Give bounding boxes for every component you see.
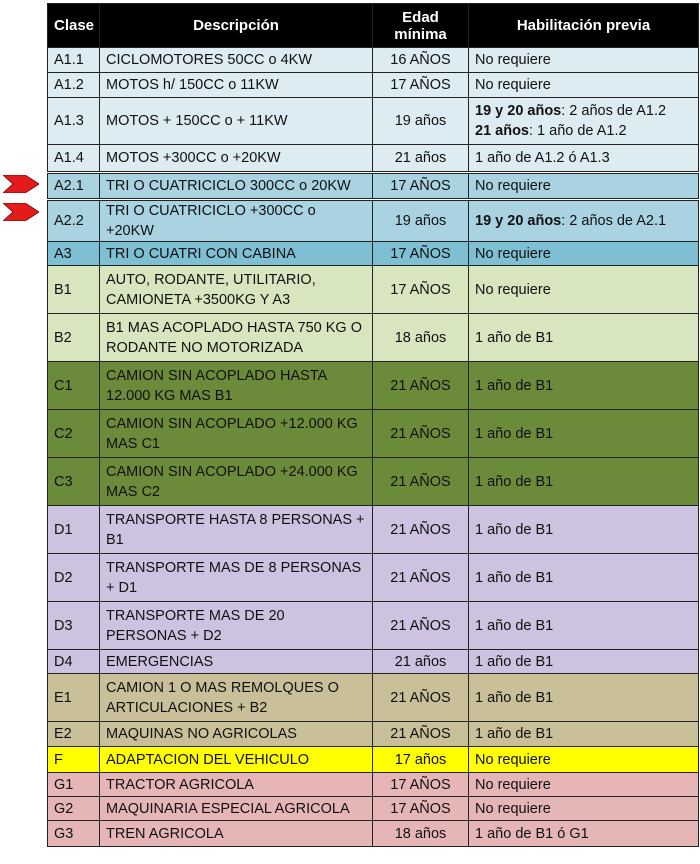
cell-edad: 18 años — [373, 314, 469, 362]
cell-descripcion: TRANSPORTE MAS DE 8 PERSONAS + D1 — [100, 554, 373, 602]
cell-habilitacion: 1 año de B1 — [469, 362, 699, 410]
table-row — [48, 174, 699, 199]
cell-edad: 21 AÑOS — [373, 722, 469, 747]
cell-habilitacion: 1 año de B1 — [469, 674, 699, 722]
cell-edad: 21 AÑOS — [373, 674, 469, 722]
cell-habilitacion: No requiere — [469, 797, 699, 821]
cell-clase: F — [48, 747, 100, 773]
table-row — [48, 242, 699, 266]
cell-habilitacion — [469, 98, 699, 145]
cell-edad: 21 AÑOS — [373, 602, 469, 650]
hab-text-2: : 1 año de A1.2 — [529, 123, 627, 139]
red-arrow-icon — [3, 175, 39, 193]
table-row — [48, 314, 699, 362]
cell-clase: C2 — [48, 410, 100, 458]
cell-clase: G2 — [48, 797, 100, 821]
cell-habilitacion: No requiere — [469, 773, 699, 797]
header-edad — [373, 4, 469, 48]
cell-descripcion: ADAPTACION DEL VEHICULO — [100, 747, 373, 773]
cell-habilitacion: 1 año de A1.2 ó A1.3 — [469, 145, 699, 172]
cell-habilitacion: 1 año de B1 — [469, 554, 699, 602]
cell-clase: B2 — [48, 314, 100, 362]
cell-descripcion: CAMION SIN ACOPLADO HASTA 12.000 KG MAS B1 — [100, 362, 373, 410]
cell-habilitacion: No requiere — [469, 73, 699, 98]
cell-clase: A1.1 — [48, 48, 100, 73]
cell-habilitacion: No requiere — [469, 747, 699, 773]
cell-descripcion: CAMION SIN ACOPLADO +12.000 KG MAS C1 — [100, 410, 373, 458]
cell-edad: 21 años — [373, 650, 469, 674]
table-row — [48, 73, 699, 98]
cell-edad: 17 AÑOS — [373, 797, 469, 821]
table-row — [48, 773, 699, 797]
table-row — [48, 48, 699, 73]
cell-edad: 18 años — [373, 821, 469, 847]
cell-descripcion: TRI O CUATRICICLO 300CC o 20KW — [100, 174, 373, 199]
hab-text-1: : 2 años de A1.2 — [561, 103, 667, 119]
cell-edad: 17 años — [373, 747, 469, 773]
cell-descripcion: TREN AGRICOLA — [100, 821, 373, 847]
cell-edad: 19 años — [373, 98, 469, 145]
header-edad-line2: mínima — [394, 25, 447, 43]
cell-edad: 21 AÑOS — [373, 410, 469, 458]
hab-bold-2: 21 años — [475, 123, 529, 139]
table-row — [48, 506, 699, 554]
header-habilitacion: Habilitación previa — [469, 4, 699, 48]
cell-descripcion: MOTOS +300CC o +20KW — [100, 145, 373, 172]
cell-habilitacion: 1 año de B1 ó G1 — [469, 821, 699, 847]
cell-descripcion: B1 MAS ACOPLADO HASTA 750 KG O RODANTE NO MOTORIZADA — [100, 314, 373, 362]
cell-habilitacion: No requiere — [469, 242, 699, 266]
table-row — [48, 201, 699, 242]
cell-clase: A1.4 — [48, 145, 100, 172]
cell-clase: E1 — [48, 674, 100, 722]
table-row — [48, 747, 699, 773]
cell-descripcion: TRI O CUATRICICLO +300CC o +20KW — [100, 201, 373, 242]
cell-habilitacion: No requiere — [469, 266, 699, 314]
hab-text-1: : 2 años de A2.1 — [561, 213, 667, 229]
table-row — [48, 602, 699, 650]
cell-descripcion: MOTOS h/ 150CC o 11KW — [100, 73, 373, 98]
cell-clase: D3 — [48, 602, 100, 650]
cell-edad: 21 años — [373, 145, 469, 172]
cell-descripcion: CAMION SIN ACOPLADO +24.000 KG MAS C2 — [100, 458, 373, 506]
cell-descripcion: MAQUINARIA ESPECIAL AGRICOLA — [100, 797, 373, 821]
table-row — [48, 650, 699, 674]
cell-edad: 19 años — [373, 201, 469, 242]
cell-descripcion: TRANSPORTE MAS DE 20 PERSONAS + D2 — [100, 602, 373, 650]
cell-descripcion: TRACTOR AGRICOLA — [100, 773, 373, 797]
header-descripcion: Descripción — [100, 4, 373, 48]
cell-clase: G3 — [48, 821, 100, 847]
cell-habilitacion: No requiere — [469, 48, 699, 73]
cell-clase: B1 — [48, 266, 100, 314]
cell-descripcion: CICLOMOTORES 50CC o 4KW — [100, 48, 373, 73]
cell-edad: 17 AÑOS — [373, 174, 469, 199]
cell-descripcion: TRANSPORTE HASTA 8 PERSONAS + B1 — [100, 506, 373, 554]
table-row — [48, 674, 699, 722]
cell-descripcion: TRI O CUATRI CON CABINA — [100, 242, 373, 266]
hab-bold-1: 19 y 20 años — [475, 103, 562, 119]
header-row — [48, 4, 699, 48]
cell-edad: 21 AÑOS — [373, 362, 469, 410]
header-clase: Clase — [48, 4, 100, 48]
cell-habilitacion: 1 año de B1 — [469, 602, 699, 650]
table-row — [48, 98, 699, 145]
table-row — [48, 797, 699, 821]
cell-clase: D4 — [48, 650, 100, 674]
cell-habilitacion: 1 año de B1 — [469, 458, 699, 506]
table-row — [48, 266, 699, 314]
cell-descripcion: MAQUINAS NO AGRICOLAS — [100, 722, 373, 747]
cell-clase: C1 — [48, 362, 100, 410]
cell-edad: 17 AÑOS — [373, 242, 469, 266]
cell-descripcion: MOTOS + 150CC o + 11KW — [100, 98, 373, 145]
cell-habilitacion: 1 año de B1 — [469, 506, 699, 554]
license-classes-table — [47, 3, 699, 847]
cell-clase: A2.2 — [48, 201, 100, 242]
table-row — [48, 458, 699, 506]
table-row — [48, 821, 699, 847]
cell-descripcion: AUTO, RODANTE, UTILITARIO, CAMIONETA +3500KG Y A3 — [100, 266, 373, 314]
cell-clase: G1 — [48, 773, 100, 797]
cell-habilitacion: No requiere — [469, 174, 699, 199]
cell-clase: A3 — [48, 242, 100, 266]
table-row — [48, 362, 699, 410]
cell-habilitacion: 1 año de B1 — [469, 722, 699, 747]
cell-clase: D2 — [48, 554, 100, 602]
cell-edad: 21 AÑOS — [373, 458, 469, 506]
hab-bold-1: 19 y 20 años — [475, 213, 562, 229]
cell-edad: 17 AÑOS — [373, 73, 469, 98]
cell-edad: 17 AÑOS — [373, 773, 469, 797]
cell-edad: 17 AÑOS — [373, 266, 469, 314]
cell-habilitacion: 1 año de B1 — [469, 410, 699, 458]
cell-clase: C3 — [48, 458, 100, 506]
cell-edad: 16 AÑOS — [373, 48, 469, 73]
cell-habilitacion — [469, 201, 699, 242]
cell-habilitacion: 1 año de B1 — [469, 314, 699, 362]
table-row — [48, 722, 699, 747]
cell-clase: A1.2 — [48, 73, 100, 98]
cell-edad: 21 AÑOS — [373, 554, 469, 602]
table-row — [48, 410, 699, 458]
cell-descripcion: CAMION 1 O MAS REMOLQUES O ARTICULACIONES + B2 — [100, 674, 373, 722]
table-row — [48, 145, 699, 172]
cell-edad: 21 AÑOS — [373, 506, 469, 554]
table-row — [48, 554, 699, 602]
cell-descripcion: EMERGENCIAS — [100, 650, 373, 674]
cell-clase: E2 — [48, 722, 100, 747]
cell-clase: D1 — [48, 506, 100, 554]
cell-habilitacion: 1 año de B1 — [469, 650, 699, 674]
red-arrow-icon — [3, 203, 39, 221]
header-edad-line1: Edad — [402, 8, 439, 26]
cell-clase: A2.1 — [48, 174, 100, 199]
cell-clase: A1.3 — [48, 98, 100, 145]
